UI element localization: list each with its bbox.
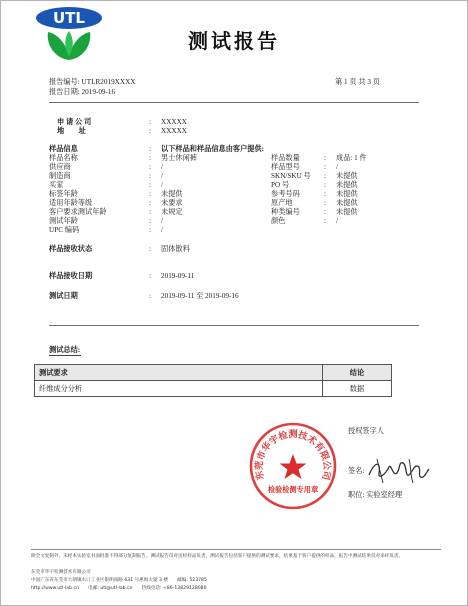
sample-right-value: 未提供 — [336, 199, 358, 207]
sample-right-label: PO 号 — [271, 181, 290, 189]
sample-left-label: 样品名称 — [49, 154, 78, 162]
sample-right-value: 未提供 — [336, 208, 358, 216]
colon: : — [149, 163, 151, 171]
sample-left-label: 测试年龄 — [49, 217, 78, 225]
requirement-cell: 纤维成分分析 — [35, 381, 323, 397]
colon: : — [149, 292, 151, 300]
sample-left-value: 未提供 — [161, 190, 183, 198]
sample-left-value: 未要求 — [161, 199, 183, 207]
sample-left-label: 标签年龄 — [49, 190, 78, 198]
summary-table-body — [35, 381, 392, 397]
report-number: 报告编号: UTLR2019XXXX — [49, 78, 136, 86]
sample-left-value: 男士休闲裤 — [161, 154, 197, 162]
sample-section-note: 以下样品和样品信息由客户提供: — [161, 145, 265, 153]
applicant-value: XXXXX — [161, 118, 187, 126]
sample-left-label: 供应商 — [49, 163, 71, 171]
colon: : — [149, 172, 151, 180]
colon: : — [149, 118, 151, 126]
colon: : — [149, 154, 151, 162]
colon: : — [149, 127, 151, 135]
signer-position: 职位: 实验室经理 — [348, 491, 403, 499]
sample-right-value: / — [336, 163, 338, 171]
sample-right-label: 原产地 — [271, 199, 293, 207]
sample-right-label: 样品型号 — [271, 163, 300, 171]
report-title: 测试报告 — [188, 29, 280, 53]
report-date: 报告日期: 2019-09-16 — [49, 88, 116, 96]
address-label: 地 址 — [57, 127, 86, 135]
footer-disclaimer: 除全文复制外，未经本实验室书面批准不得部分复制报告。测试报告仅对送检样品负责，测试报告包括客户提供的测试要求，结果基于客户提供的样品，报告中测试结果仅对来样负责。 — [31, 554, 404, 559]
sample-right-value: 未提供 — [336, 172, 358, 180]
colon: : — [324, 181, 326, 189]
sample-left-value: / — [161, 163, 163, 171]
colon: : — [324, 217, 326, 225]
colon: : — [149, 208, 151, 216]
footer-address: 中国广东省东莞市大朗镇水口工业区银朗南路 631 号惠海大厦 3 楼 邮编: 523785 — [31, 578, 207, 583]
handwritten-signature — [363, 453, 433, 487]
sample-left-value: / — [161, 181, 163, 189]
summary-label: 测试总结: — [49, 346, 81, 354]
svg-text:检验检测专用章: 检验检测专用章 — [267, 485, 319, 494]
receipt-date-label: 样品接收日期 — [49, 272, 93, 280]
colon: : — [149, 245, 151, 253]
colon: : — [149, 226, 151, 234]
applicant-label: 申 请 公 司 — [57, 118, 92, 126]
test-date-value: 2019-09-11 至 2019-09-16 — [161, 292, 239, 300]
conclusion-cell: 数据 — [323, 381, 392, 397]
sample-right-value: 成品: 1 件 — [336, 154, 367, 162]
footer-contact: http://www.utl-lab.cn 电邮: utl@utl-lab.cn 热线电话: +86-13829128080 — [31, 586, 207, 591]
receipt-date-value: 2019-09-11 — [161, 272, 195, 280]
colon: : — [324, 154, 326, 162]
receipt-state-value: 固体散料 — [161, 245, 190, 253]
sample-left-value: / — [161, 226, 163, 234]
receipt-state-label: 样品接收状态 — [49, 245, 93, 253]
requirement-header: 测试要求 — [35, 365, 323, 381]
sample-left-value: / — [161, 217, 163, 225]
svg-text:UTL: UTL — [53, 9, 85, 27]
colon: : — [149, 190, 151, 198]
sample-right-label: SKN/SKU 号 — [271, 172, 311, 180]
colon: : — [324, 190, 326, 198]
sample-left-label: UPC 编码 — [49, 226, 80, 234]
sample-right-label: 参考号码 — [271, 190, 300, 198]
sample-right-label: 颜色 — [271, 217, 286, 225]
sample-right-value: 未提供 — [336, 181, 358, 189]
colon: : — [324, 208, 326, 216]
colon: : — [324, 172, 326, 180]
table-row — [35, 381, 392, 397]
svg-text:东莞市华宇检测技术有限公司: 东莞市华宇检测技术有限公司 — [253, 429, 333, 481]
address-value: XXXXX — [161, 127, 187, 135]
colon: : — [149, 217, 151, 225]
sample-left-label: 买家 — [49, 181, 64, 189]
sample-left-label: 制造商 — [49, 172, 71, 180]
colon: : — [149, 272, 151, 280]
company-seal — [248, 421, 338, 511]
footer-divider — [31, 549, 441, 550]
header-divider — [49, 102, 419, 103]
summary-table — [34, 364, 392, 397]
colon: : — [149, 181, 151, 189]
summary-underline — [49, 355, 81, 356]
sample-left-value: / — [161, 172, 163, 180]
test-date-label: 测试日期 — [49, 292, 78, 300]
signature-name-label: 签名: — [348, 467, 365, 475]
colon: : — [149, 199, 151, 207]
signer-label: 授权签字人 — [348, 427, 384, 435]
footer-company: 东莞市华宇检测技术有限公司 — [31, 570, 91, 575]
sample-right-value: / — [336, 217, 338, 225]
sample-section-label: 样品信息 — [49, 145, 78, 153]
sample-right-label: 样品数量 — [271, 154, 300, 162]
colon: : — [324, 199, 326, 207]
colon: : — [324, 163, 326, 171]
page-info: 第 1 页 共 3 页 — [335, 78, 380, 86]
table-header-row — [35, 365, 392, 381]
colon: : — [149, 145, 151, 153]
sample-left-label: 适用年龄等级 — [49, 199, 93, 207]
section-divider — [49, 325, 419, 326]
sample-right-label: 种类编号 — [271, 208, 300, 216]
sample-left-label: 客户要求测试年龄 — [49, 208, 107, 216]
conclusion-header: 结论 — [323, 365, 392, 381]
sample-left-value: 未规定 — [161, 208, 183, 216]
sample-right-value: 未提供 — [336, 190, 358, 198]
